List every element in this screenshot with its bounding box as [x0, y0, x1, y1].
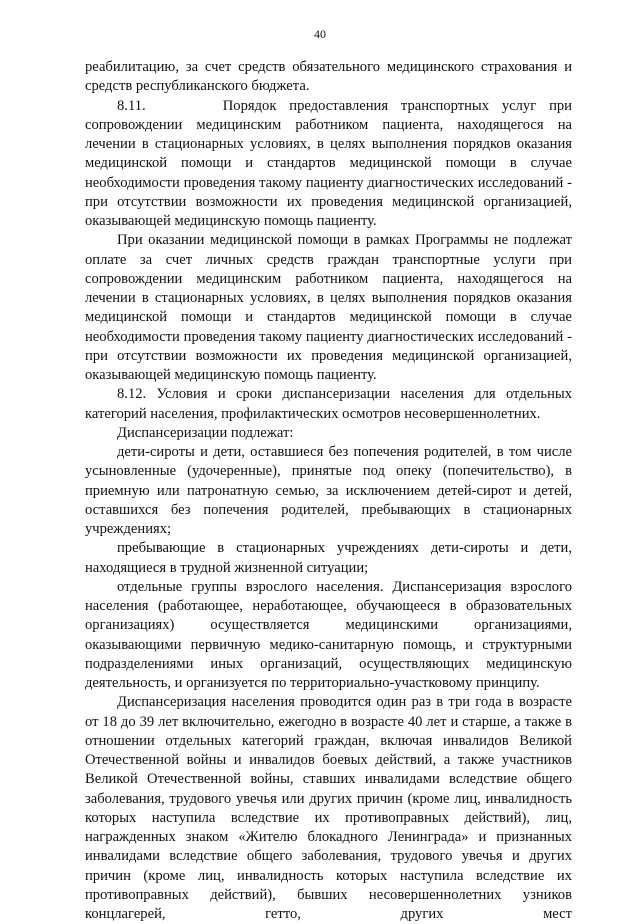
body-text [85, 58, 572, 924]
paragraph-continuation: реабилитацию, за счет средств обязательного медицинского страхования и средств республиканского бюджета. [85, 59, 572, 95]
paragraph-orphans: дети-сироты и дети, оставшиеся без попечения родителей, в том числе усыновленные (удочеренные), принятые под опеку (попечительство), в приемную или патронатную семью, за исключением детей-сирот и детей, оставшихся без попечения родителей, пребывающих в стационарных учреждениях; [85, 444, 572, 537]
page-number: 40 [314, 27, 326, 41]
paragraph-8-11: 8.11. Порядок предоставления транспортных услуг при сопровождении медицинским работником пациента, находящегося на лечении в стационарных условиях, в целях выполнения порядков оказания медицинской помощи и стандартов медицинской помощи в случае необходимости проведения такому пациенту диагностических исследований - при отсутствии возможности их проведения медицинской организацией, оказывающей медицинскую помощь пациенту. [85, 97, 572, 229]
paragraph-adult-groups: отдельные группы взрослого населения. Диспансеризация взрослого населения (работающее, неработающее, обучающееся в образовательных организациях) осуществляется медицинскими организациями, оказывающими первичную медико-санитарную помощь, и структурными подразделениями иных организаций, осуществляющих медицинскую деятельность, и организуется по территориально-участковому принципу. [85, 578, 572, 691]
paragraph-payment-exclusion: При оказании медицинской помощи в рамках Программы не подлежат оплате за счет личных средств граждан транспортные услуги при сопровождении медицинским работником пациента, находящегося на лечении в стационарных условиях, в целях выполнения порядков оказания медицинской помощи и стандартов медицинской помощи в случае необходимости проведения такому пациенту диагностических исследований - при отсутствии возможности их проведения медицинской организацией, оказывающей медицинскую помощь пациенту. [85, 232, 572, 383]
paragraph-subject-intro: Диспансеризации подлежат: [117, 424, 294, 441]
paragraph-8-12: 8.12. Условия и сроки диспансеризации населения для отдельных категорий населения, профилактических осмотров несовершеннолетних. [85, 386, 572, 422]
paragraph-frequency: Диспансеризация населения проводится один раз в три года в возрасте от 18 до 39 лет включительно, ежегодно в возрасте 40 лет и старше, а также в отношении отдельных категорий граждан, включая инвалидов Великой Отечественной войны и инвалидов боевых действий, а также участников Великой Отечественной войны, ставших инвалидами вследствие общего заболевания, трудового увечья или других причин (кроме лиц, инвалидность которых наступила вследствие их противоправных действий), лиц, награжденных знаком «Жителю блокадного Ленинграда» и признанных инвалидами вследствие общего заболевания, трудового увечья и других причин (кроме лиц, инвалидность которых наступила вследствие их противоправных действий), бывших несовершеннолетних узников концлагерей, гетто, других мест [85, 694, 572, 922]
paragraph-institution-children: пребывающие в стационарных учреждениях дети-сироты и дети, находящиеся в трудной жизненной ситуации; [85, 540, 572, 576]
